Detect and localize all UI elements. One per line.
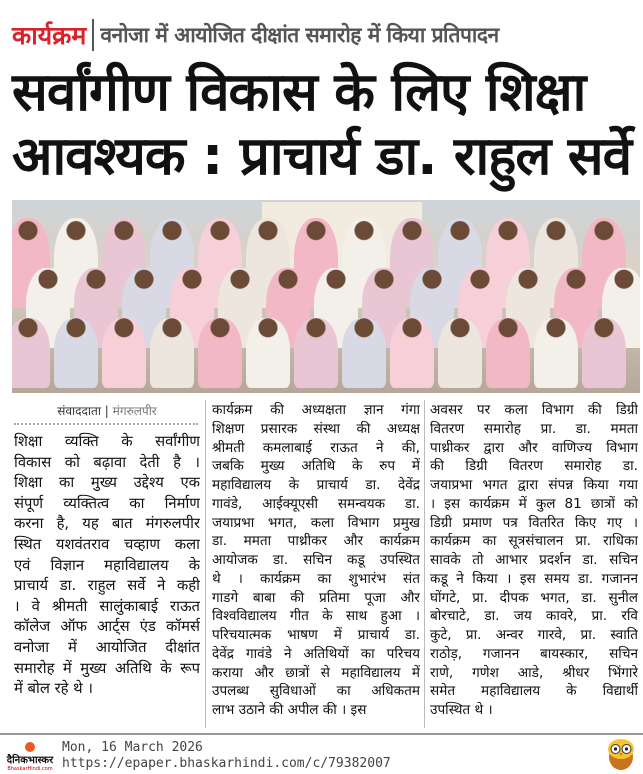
news-photo xyxy=(12,200,640,393)
article-line: डा. ममता पाथ्रीकर और कार्यक्रम xyxy=(212,533,420,550)
article-line: थे । कार्यक्रम का शुभारंभ संत xyxy=(212,570,420,587)
column-rule xyxy=(205,400,206,728)
byline: संवाददाता | मंगरुलपीर xyxy=(57,404,157,418)
kicker-subtitle: वनोजा में आयोजित दीक्षांत समारोह में किया प्रतिपादन xyxy=(100,23,499,47)
article-line: विकास को बढ़ावा देती है । xyxy=(14,453,200,471)
photo-person xyxy=(150,318,194,388)
kicker-divider xyxy=(92,19,94,51)
article-line: । इस कार्यक्रम में कुल 81 छात्रों को xyxy=(430,495,638,512)
article-line: श्रीमती कमलाबाई राऊत ने की, xyxy=(212,439,420,456)
photo-person xyxy=(342,318,386,388)
kicker xyxy=(12,16,640,54)
article-line: घोंगटे, प्रा. दीपक भगत, डा. सुनील xyxy=(430,589,638,606)
article-column-2 xyxy=(212,401,420,720)
photo-person xyxy=(102,318,146,388)
article-line: विश्वविद्यालय गीत के साथ हुआ । xyxy=(212,608,420,625)
article-line: कडू ने किया । इस समय डा. गजानन xyxy=(430,570,638,587)
article-line: प्राचार्य डा. राहुल सर्वे ने कही xyxy=(14,577,200,595)
article-line: वितरण समारोह प्रा. डा. ममता xyxy=(430,420,638,437)
photo-person xyxy=(54,318,98,388)
photo-person xyxy=(12,318,50,388)
footer-divider xyxy=(0,733,643,735)
article-line: करना है, यह बात मंगरुलपीर xyxy=(14,515,200,533)
article-line: कार्यक्रम की अध्यक्षता ज्ञान गंगा xyxy=(212,402,420,418)
article-line: राठोड़, गजानन बायस्कार, सचिन xyxy=(430,645,638,662)
article-line: महाविद्यालय के प्राचार्य डा. देवेंद्र xyxy=(212,477,420,493)
epaper-link[interactable]: https://epaper.bhaskarhindi.com/c/79382007 xyxy=(62,756,391,771)
article-line: समारोह में मुख्य अतिथि के रूप xyxy=(14,659,200,677)
article-line: उपस्थित थे । xyxy=(430,702,493,718)
photo-person xyxy=(246,318,290,388)
kicker-label: कार्यक्रम xyxy=(12,21,87,50)
article-line: बोरचाटे, डा. जय कावरे, प्रा. रवि xyxy=(430,608,638,625)
logo-site: BhaskarHindi.com xyxy=(7,766,53,772)
article-line: शिक्षण प्रसारक संस्था की अध्यक्ष xyxy=(212,420,420,437)
article-line: शिक्षा व्यक्ति के सर्वांगीण xyxy=(14,433,200,450)
article-line: डिग्री प्रमाण पत्र वितरित किए गए । xyxy=(430,514,638,531)
column-rule xyxy=(424,400,425,728)
article-line: देवेंद्र गावंडे ने अतिथियों का परिचय xyxy=(212,645,420,662)
owl-mascot-icon xyxy=(606,737,636,771)
article-line: शिक्षा का मुख्य उद्देश्य एक xyxy=(14,474,200,492)
article-line: कॉलेज ऑफ आर्ट्स एंड कॉमर्स xyxy=(14,618,200,636)
article-line: आयोजक डा. सचिन कडू उपस्थित xyxy=(212,552,420,568)
article-line: गावंडे, आईक्यूएसी समन्वयक डा. xyxy=(212,495,420,512)
photo-person xyxy=(582,318,626,388)
article-line: लाभ उठाने की अपील की । इस xyxy=(212,702,367,718)
article-line: पाथ्रीकर द्वारा और वाणिज्य विभाग xyxy=(430,439,638,456)
article-line: एवं विज्ञान महाविद्यालय के xyxy=(14,556,200,574)
article-line: कार्यक्रम का सूत्रसंचालन प्रा. राधिका xyxy=(430,533,638,550)
photo-person xyxy=(198,318,242,388)
logo-name: दैनिकभास्कर xyxy=(6,755,54,766)
article-column-3 xyxy=(430,401,638,720)
article-line: परिचयात्मक भाषण में प्राचार्य डा. xyxy=(212,627,420,643)
article-line: गाडगे बाबा की प्रतिमा पूजा और xyxy=(212,589,420,606)
article-line: अवसर पर कला विभाग की डिग्री xyxy=(430,402,638,418)
article-line: जयाप्रभा भगत, कला विभाग प्रमुख xyxy=(212,514,420,531)
article-line: में बोल रहे थे । xyxy=(14,680,93,698)
reporter: संवाददाता xyxy=(57,404,101,418)
article-line: सावके तो आभार प्रदर्शन डा. सचिन xyxy=(430,552,638,568)
dateline-place: मंगरुलपीर xyxy=(112,404,157,418)
article-line: कराया और छात्रों से महाविद्यालय में xyxy=(212,664,420,681)
article-line: की डिग्री वितरण समारोह डा. xyxy=(430,458,638,475)
logo-sun-icon xyxy=(25,742,35,752)
article-line: उपलब्ध सुविधाओं का अधिकतम xyxy=(212,683,420,700)
photo-person xyxy=(486,318,530,388)
article-line: जबकि मुख्य अतिथि के रुप में xyxy=(212,458,420,475)
article-line: कुटे, प्रा. अन्वर गारवे, प्रा. स्वाति xyxy=(430,627,638,643)
article-line: जयाप्रभा भगत द्वारा संपन्न किया गया xyxy=(430,477,638,493)
byline-divider xyxy=(14,423,198,425)
article-line: राणे, गणेश आडे, श्रीधर भिंगारे xyxy=(430,664,638,681)
photo-person xyxy=(294,318,338,388)
article-line: वनोजा में आयोजित दीक्षांत xyxy=(14,638,200,656)
headline-line-1: सर्वांगीण विकास के लिए शिक्षा xyxy=(12,62,586,123)
photo-person xyxy=(390,318,434,388)
photo-person xyxy=(438,318,482,388)
article-column-1 xyxy=(14,432,200,700)
article-line: समेत महाविद्यालय के विद्यार्थी xyxy=(430,683,638,700)
publication-date: Mon, 16 March 2026 xyxy=(62,740,203,755)
article-line: । वे श्रीमती सालुंकाबाई राऊत xyxy=(14,597,200,615)
article-line: संपूर्ण व्यक्तित्व का निर्माण xyxy=(14,494,200,512)
headline-line-2: आवश्यक : प्राचार्य डा. राहुल सर्वे xyxy=(12,126,632,187)
dainik-bhaskar-logo xyxy=(4,742,56,772)
article-line: स्थित यशवंतराव चव्हाण कला xyxy=(14,535,200,553)
photo-person xyxy=(534,318,578,388)
